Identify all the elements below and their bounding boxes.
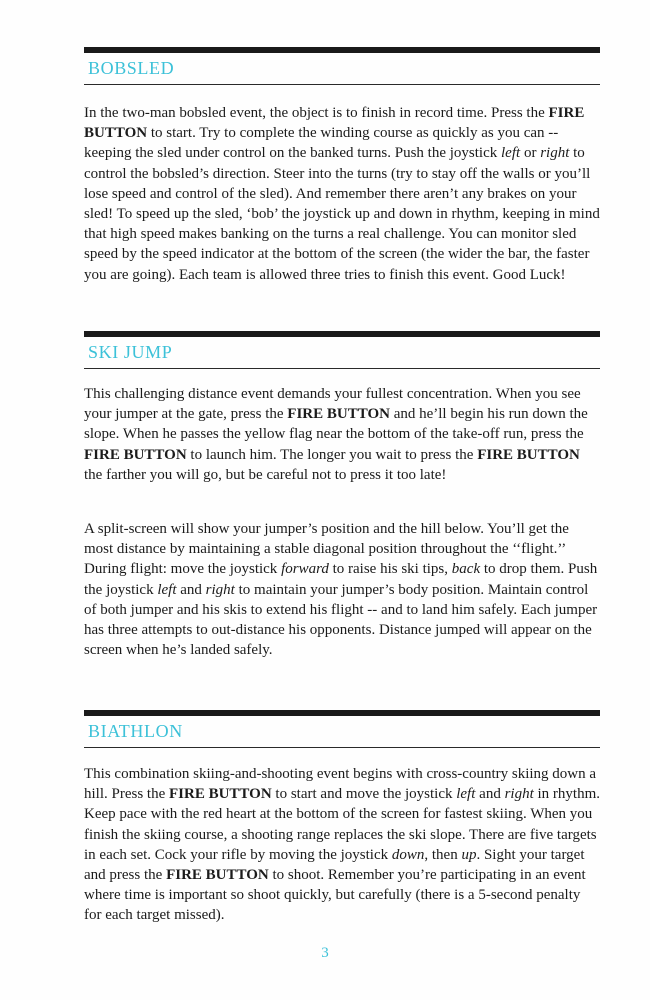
emphasis-italic: right [205,581,235,598]
text-run: In the two-man bobsled event, the object is to finish in record time. Press the [84,105,549,121]
page-number: 3 [321,945,329,961]
text-run: in rhythm. Keep pace with the red heart at the bottom of the screen for fastest skiing. When you finish the skiing course, a shooting range replaces the ski slope. There are five targets in each set. Cock your rifle by moving the joystick [84,786,601,863]
text-run: to shoot. Remember you’re participating in an event where time is important so shoot quickly, but carefully (there is a 5-second penalty for each target missed). [84,867,586,924]
text-run: the farther you will go, but be careful not to press it too late! [84,466,447,483]
text-run: This combination skiing-and-shooting event begins with cross-country skiing down a hill. Press the [84,766,597,803]
emphasis-bold: FIRE BUTTON [169,786,272,803]
section-paragraph [84,103,600,285]
section-paragraph [84,764,600,926]
text-run: to raise his ski tips, [328,561,452,578]
section-divider [84,710,600,716]
section-paragraph [84,384,600,485]
text-run: to start and move the joystick [271,786,457,803]
emphasis-italic: left [501,145,521,162]
text-run: to maintain your jumper’s body position. Maintain control of both jumper and his skis to extend his flight -- and to land him safely. Each jumper has three attempts to out-distance his opponents. Distance jumped will appear on the screen when he’s landed safely. [84,581,598,659]
text-run: and [176,581,206,598]
emphasis-italic: right [540,145,570,162]
text-run: to start. Try to complete the winding course as quickly as you can -- keeping the sled under control on the banked turns. Push the joystick [84,125,559,162]
emphasis-italic: forward [281,561,329,578]
text-run: to control the bobsled’s direction. Steer into the turns (try to stay off the walls or you’ll lose speed and control of the sled). And remember there aren’t any brakes on your sled! To speed up the sled, ‘bob’ the joystick up and down in rhythm, keeping in mind that high speed makes banking on the turns a real challenge. You can monitor sled speed by the speed indicator at the bottom of the screen (the wider the bar, the faster you are going). Each team is allowed three tries to finish this event. Good Luck! [84,145,600,283]
section-heading: BIATHLON [88,721,183,741]
section-divider [84,331,600,337]
emphasis-italic: left [157,581,177,598]
text-run: . Sight your target and press the [84,846,585,884]
text-run: and [475,786,505,803]
text-run: to launch him. The longer you wait to press the [186,446,478,463]
emphasis-italic: right [504,786,534,803]
emphasis-bold: FIRE BUTTON [84,446,187,463]
emphasis-bold: FIRE BUTTON [166,867,269,884]
heading-underline [84,84,600,85]
text-run: or [520,145,541,162]
heading-underline [84,747,600,748]
emphasis-italic: left [456,786,476,803]
text-run: to drop them. Push the joystick [84,561,598,598]
emphasis-italic: up [461,846,477,863]
emphasis-bold: FIRE BUTTON [477,446,580,463]
emphasis-italic: down [391,846,425,863]
text-run: A split-screen will show your jumper’s position and the hill below. You’ll get the most distance by maintaining a stable diagonal position throughout the ‘‘flight.’’ During flight: move the joystick [84,521,569,578]
heading-underline [84,368,600,369]
emphasis-italic: back [451,561,481,578]
text-run: , then [424,846,462,863]
text-run: and he’ll begin his run down the slope. When he passes the yellow flag near the bottom of the take-off run, press the [84,406,588,443]
text-run: This challenging distance event demands your fullest concentration. When you see your jumper at the gate, press the [84,386,581,423]
section-heading: BOBSLED [88,58,175,78]
emphasis-bold: FIRE BUTTON [287,406,390,423]
section-paragraph [84,519,600,660]
emphasis-bold: FIRE BUTTON [84,105,585,142]
section-heading: SKI JUMP [88,342,173,362]
section-divider [84,47,600,53]
